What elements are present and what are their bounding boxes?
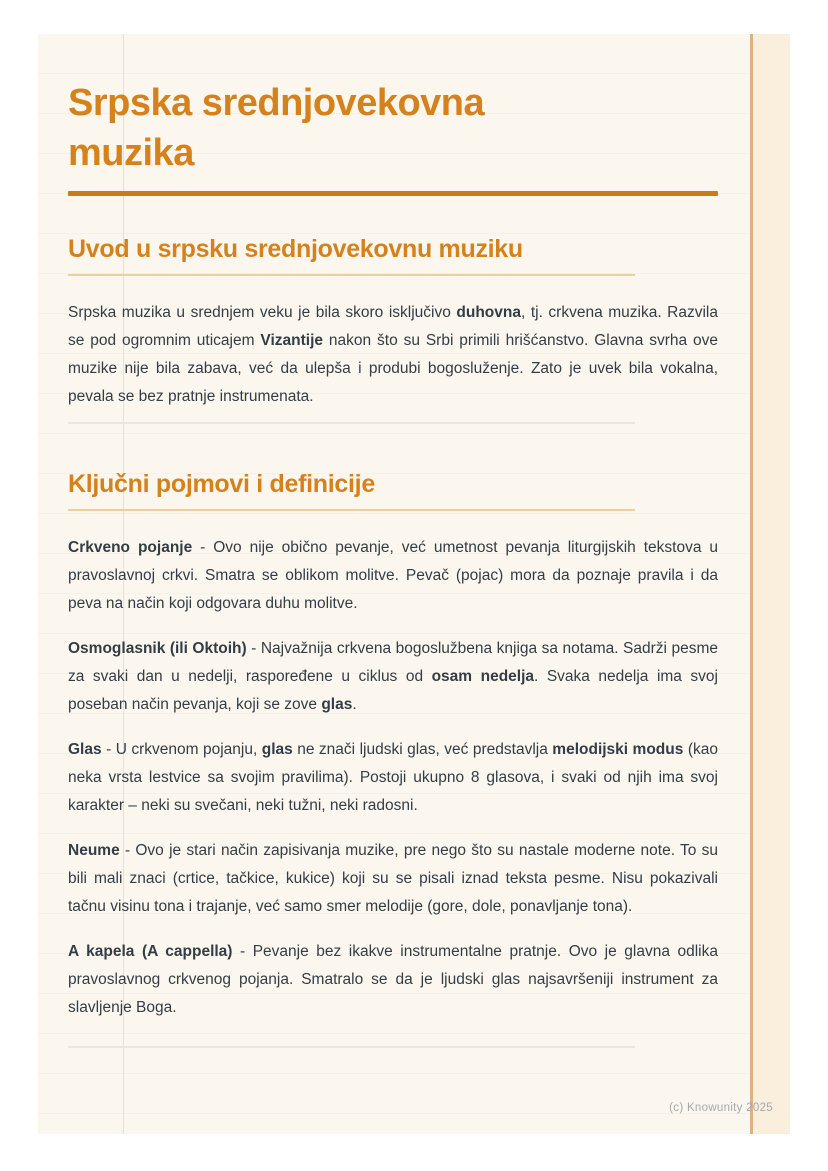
section-heading-pojmovi: Ključni pojmovi i definicije [68, 470, 375, 498]
paragraph-a-kapela: A kapela (A cappella) - Pevanje bez ikakve instrumentalne pratnje. Ovo je glavna odlika pravoslavnog crkvenog pojanja. Smatralo se da je ljudski glas najsavršeniji instrument za slavljenje Boga. [68, 943, 718, 1016]
paragraph-glas: Glas - U crkvenom pojanju, glas ne znači ljudski glas, već predstavlja melodijski modus (kao neka vrsta lestvice sa svojim pravilima). Postoji ukupno 8 glasova, i svaki od njih ima svoj karakter – neki su svečani, neki tužni, neki radosni. [68, 741, 718, 814]
page-accent-strip [750, 34, 790, 1134]
paragraph-osmoglasnik: Osmoglasnik (ili Oktoih) - Najvažnija crkvena bogoslužbena knjiga sa notama. Sadrži pesme za svaki dan u nedelji, raspoređene u ciklus od osam nedelja. Svaka nedelja ima svoj poseban način pevanja, koji se zove glas. [68, 640, 718, 713]
copyright: (c) Knowunity 2025 [669, 1102, 773, 1114]
heading-underline [68, 509, 635, 511]
paragraph-crkveno-pojanje: Crkveno pojanje - Ovo nije obično pevanje, već umetnost pevanja liturgijskih tekstova u pravoslavnoj crkvi. Smatra se oblikom molitve. Pevač (pojac) mora da poznaje pravila i da peva na način koji odgovara duhu molitve. [68, 539, 718, 612]
bottom-divider [68, 1046, 635, 1048]
title-rule [68, 191, 718, 196]
heading-underline [68, 274, 635, 276]
section-heading-uvod: Uvod u srpsku srednjovekovnu muziku [68, 235, 523, 263]
paragraph-intro: Srpska muzika u srednjem veku je bila skoro isključivo duhovna, tj. crkvena muzika. Razvila se pod ogromnim uticajem Vizantije nakon što su Srbi primili hrišćanstvo. Glavna svrha ove muzike nije bila zabava, već da ulepša i produbi bogosluženje. Zato je uvek bila vokalna, pevala se bez pratnje instrumenata. [68, 304, 718, 405]
section-gap [68, 424, 718, 431]
page-title: Srpska srednjovekovna muzika [68, 82, 485, 174]
paragraph-neume: Neume - Ovo je stari način zapisivanja muzike, pre nego što su nastale moderne note. To su bili mali znaci (crtice, tačkice, kukice) koji su se pisali iznad teksta pesme. Nisu pokazivali tačnu visinu tona i trajanje, već samo smer melodije (gore, dole, ponavljanje tona). [68, 842, 718, 915]
document-content [68, 34, 718, 1048]
document-page [38, 34, 790, 1134]
